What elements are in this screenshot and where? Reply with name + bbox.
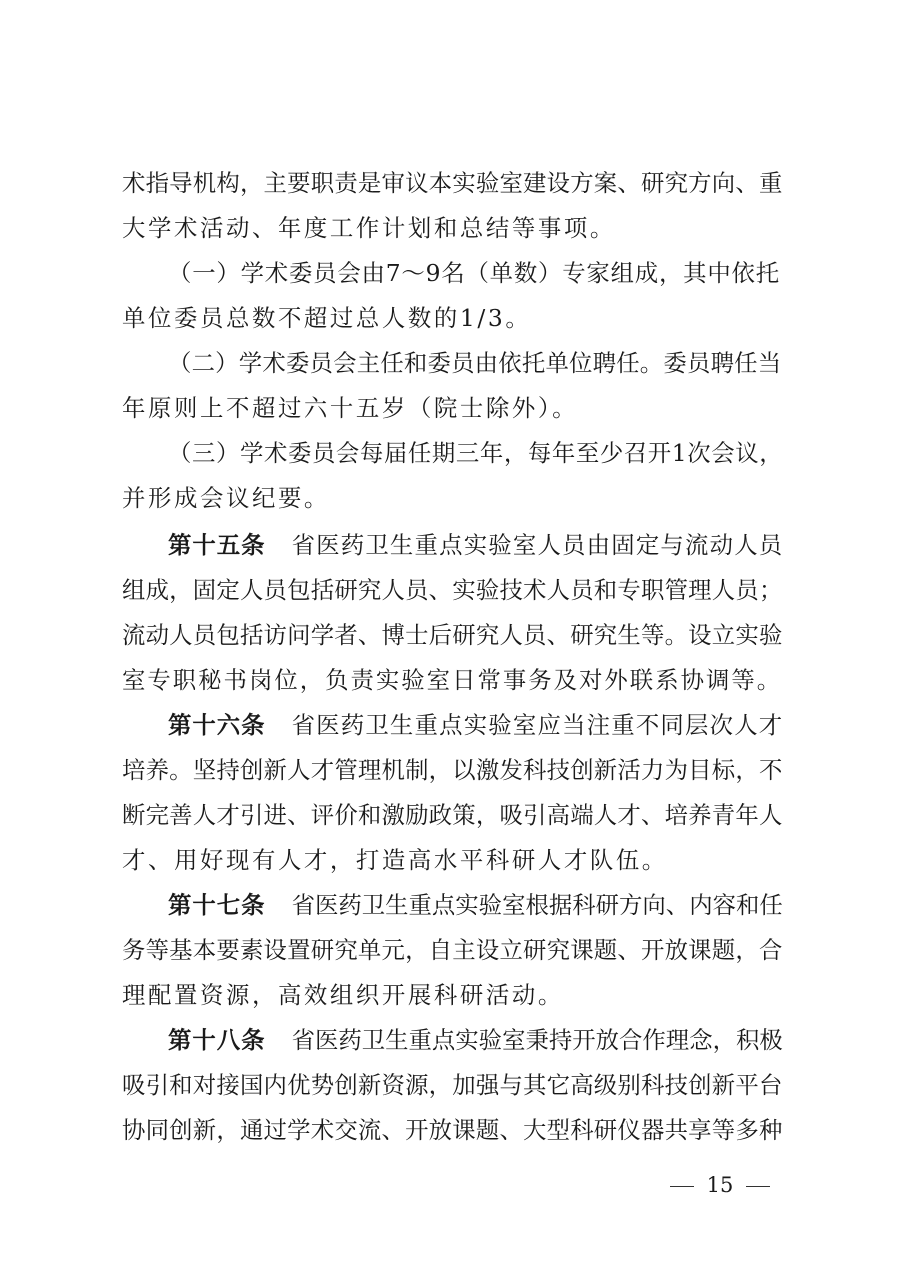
page-number: 15 [706,1173,734,1197]
body-line: （一）学术委员会由7～9名（单数）专家组成，其中依托 [168,259,780,287]
page-number-footer [660,1168,780,1202]
body-line: 理配置资源，高效组织开展科研活动。 [122,981,564,1009]
body-line: 务等基本要素设置研究单元，自主设立研究课题、开放课题，合 [122,936,783,964]
body-line: 流动人员包括访问学者、博士后研究人员、研究生等。设立实验 [122,621,783,649]
body-line: （二）学术委员会主任和委员由依托单位聘任。委员聘任当 [168,349,782,377]
body-line: （三）学术委员会每届任期三年，每年至少召开1次会议， [168,439,784,467]
article-18-line [168,1017,782,1063]
body-line: 大学术活动、年度工作计划和总结等事项。 [122,214,616,242]
body-text: 省医药卫生重点实验室人员由固定与流动人员 [291,531,784,559]
body-line: 组成，固定人员包括研究人员、实验技术人员和专职管理人员； [122,576,783,604]
article-16-line [168,702,782,748]
body-line: 单位委员总数不超过总人数的1/3。 [122,304,532,332]
body-line: 协同创新，通过学术交流、开放课题、大型科研仪器共享等多种 [122,1116,783,1144]
article-heading: 第十八条 [168,1026,266,1054]
body-line: 培养。坚持创新人才管理机制，以激发科技创新活力为目标，不 [122,756,783,784]
body-text: 省医药卫生重点实验室秉持开放合作理念，积极 [291,1026,783,1054]
article-heading: 第十七条 [168,891,266,919]
body-line: 断完善人才引进、评价和激励政策，吸引高端人才、培养青年人 [122,801,783,829]
body-line: 术指导机构，主要职责是审议本实验室建设方案、研究方向、重 [122,169,783,197]
body-line: 年原则上不超过六十五岁（院士除外）。 [122,394,579,422]
body-line: 才、用好现有人才，打造高水平科研人才队伍。 [122,846,668,874]
article-15-line [168,522,782,568]
footer-dash-left [670,1186,694,1187]
article-heading: 第十五条 [168,531,266,559]
body-text: 省医药卫生重点实验室根据科研方向、内容和任 [291,891,783,919]
footer-dash-right [746,1186,770,1187]
article-heading: 第十六条 [168,711,266,739]
body-line: 室专职秘书岗位，负责实验室日常事务及对外联系协调等。 [122,666,783,694]
body-text: 省医药卫生重点实验室应当注重不同层次人才 [291,711,784,739]
body-line: 并形成会议纪要。 [122,484,330,512]
body-line: 吸引和对接国内优势创新资源，加强与其它高级别科技创新平台 [122,1071,783,1099]
article-17-line [168,882,782,928]
